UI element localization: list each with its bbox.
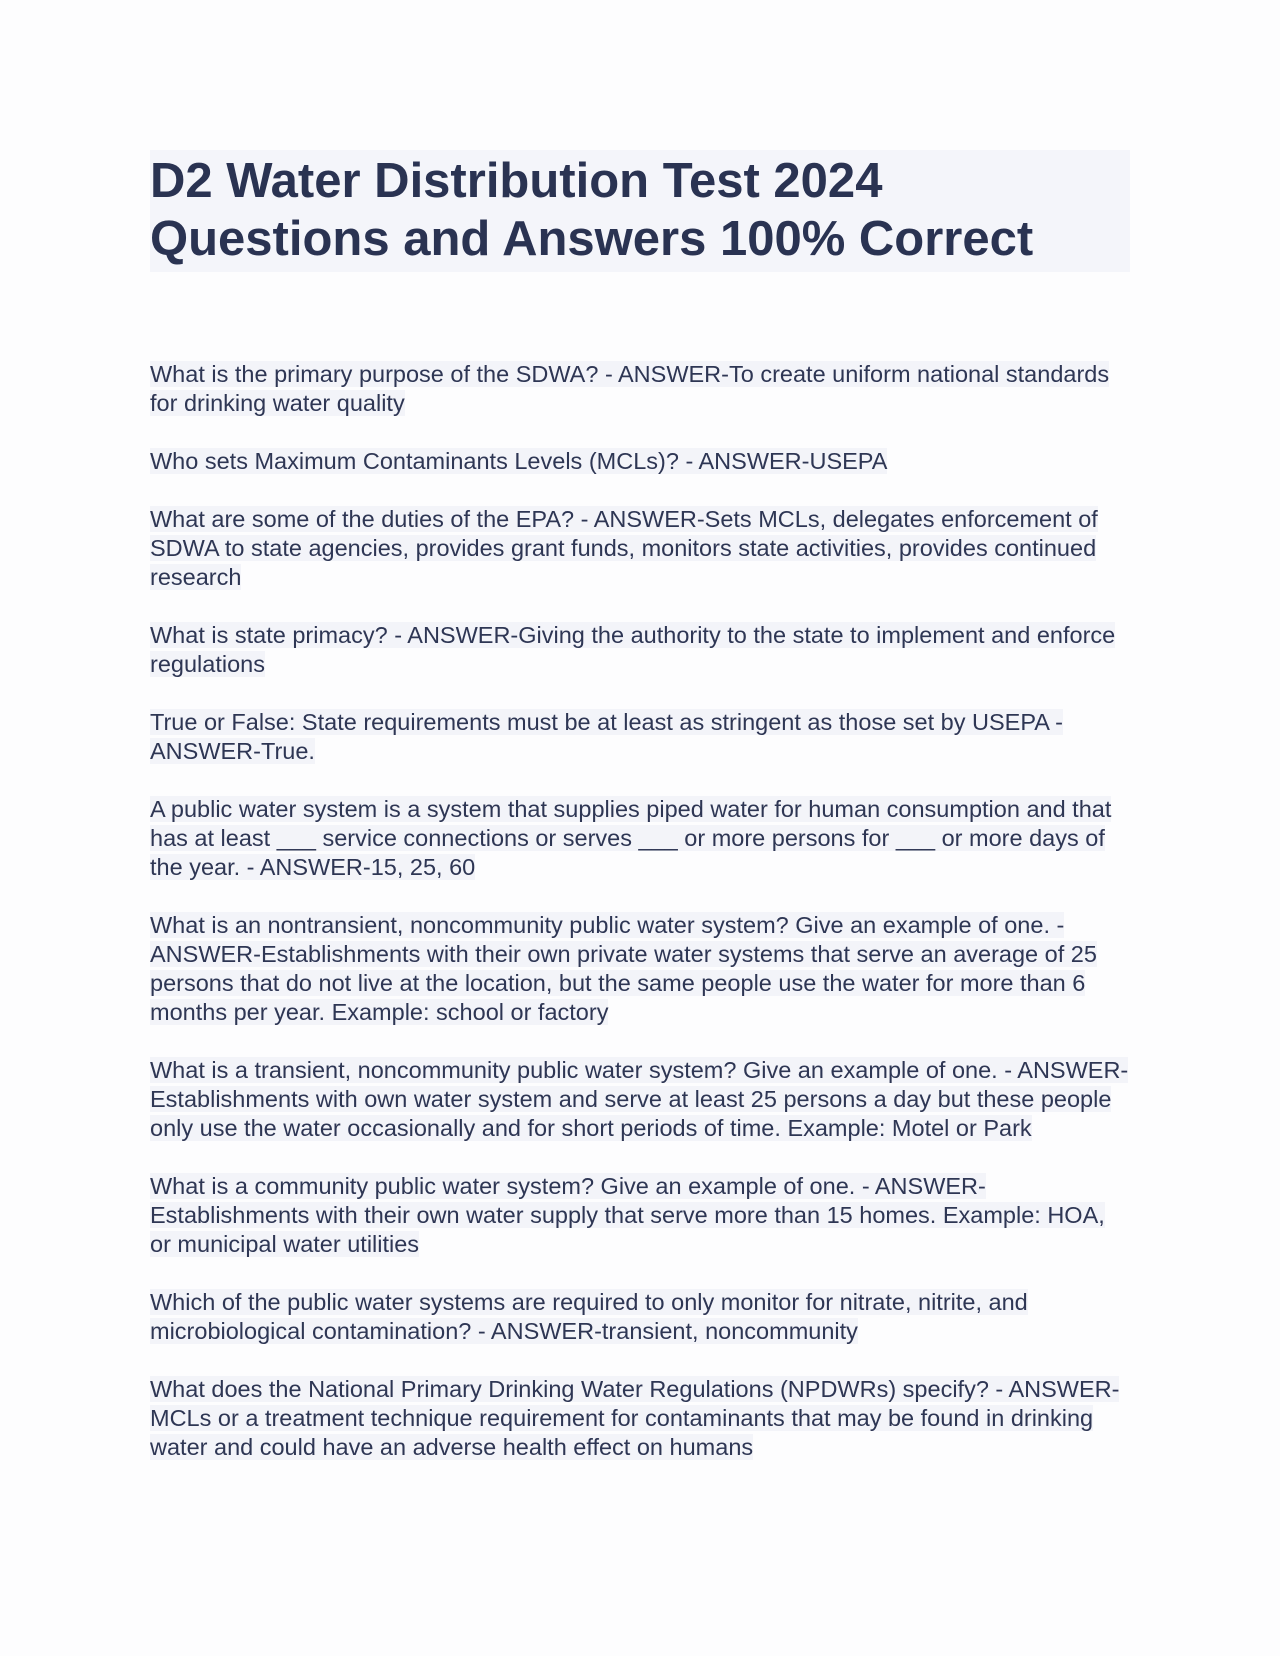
qa-text: True or False: State requirements must be at least as stringent as those set by USEPA - ANSWER-True. xyxy=(150,709,1064,764)
qa-text: A public water system is a system that supplies piped water for human consumption and that has at least ___ service connections or serves ___ or more persons for ___ or more days of the year. - ANSWER-15, 25, 60 xyxy=(150,796,1112,880)
qa-text: Who sets Maximum Contaminants Levels (MCLs)? - ANSWER-USEPA xyxy=(150,448,888,474)
qa-item xyxy=(150,447,1130,476)
qa-item xyxy=(150,795,1130,882)
qa-item xyxy=(150,360,1130,418)
qa-text: What is a transient, noncommunity public water system? Give an example of one. - ANSWER-Establishments with own water system and serve at least 25 persons a day but these people only use the water occasionally and for short periods of time. Example: Motel or Park xyxy=(150,1057,1129,1141)
title-block xyxy=(150,150,1130,272)
qa-item xyxy=(150,1172,1130,1259)
qa-item xyxy=(150,911,1130,1027)
qa-list xyxy=(150,360,1130,1462)
document-title: D2 Water Distribution Test 2024 Questions and Answers 100% Correct xyxy=(150,154,1034,266)
qa-text: What is an nontransient, noncommunity public water system? Give an example of one. - ANSWER-Establishments with their own private water systems that serve an average of 25 persons that do not live at the location, but the same people use the water for more than 6 months per year. Example: school or factory xyxy=(150,912,1097,1025)
qa-text: What is state primacy? - ANSWER-Giving the authority to the state to implement and enforce regulations xyxy=(150,622,1116,677)
qa-text: Which of the public water systems are required to only monitor for nitrate, nitrite, and microbiological contamination? - ANSWER-transient, noncommunity xyxy=(150,1289,1028,1344)
document-page xyxy=(150,150,1130,1491)
qa-item xyxy=(150,708,1130,766)
qa-item xyxy=(150,1375,1130,1462)
qa-text: What does the National Primary Drinking Water Regulations (NPDWRs) specify? - ANSWER-MCLs or a treatment technique requirement for contaminants that may be found in drinking water and could have an adverse health effect on humans xyxy=(150,1376,1120,1460)
qa-item xyxy=(150,1056,1130,1143)
qa-text: What is the primary purpose of the SDWA? - ANSWER-To create uniform national standards for drinking water quality xyxy=(150,361,1110,416)
qa-text: What is a community public water system? Give an example of one. - ANSWER-Establishments with their own water supply that serve more than 15 homes. Example: HOA, or municipal water utilities xyxy=(150,1173,1105,1257)
qa-text: What are some of the duties of the EPA? - ANSWER-Sets MCLs, delegates enforcement of SDWA to state agencies, provides grant funds, monitors state activities, provides continued research xyxy=(150,506,1098,590)
qa-item xyxy=(150,621,1130,679)
qa-item xyxy=(150,505,1130,592)
qa-item xyxy=(150,1288,1130,1346)
